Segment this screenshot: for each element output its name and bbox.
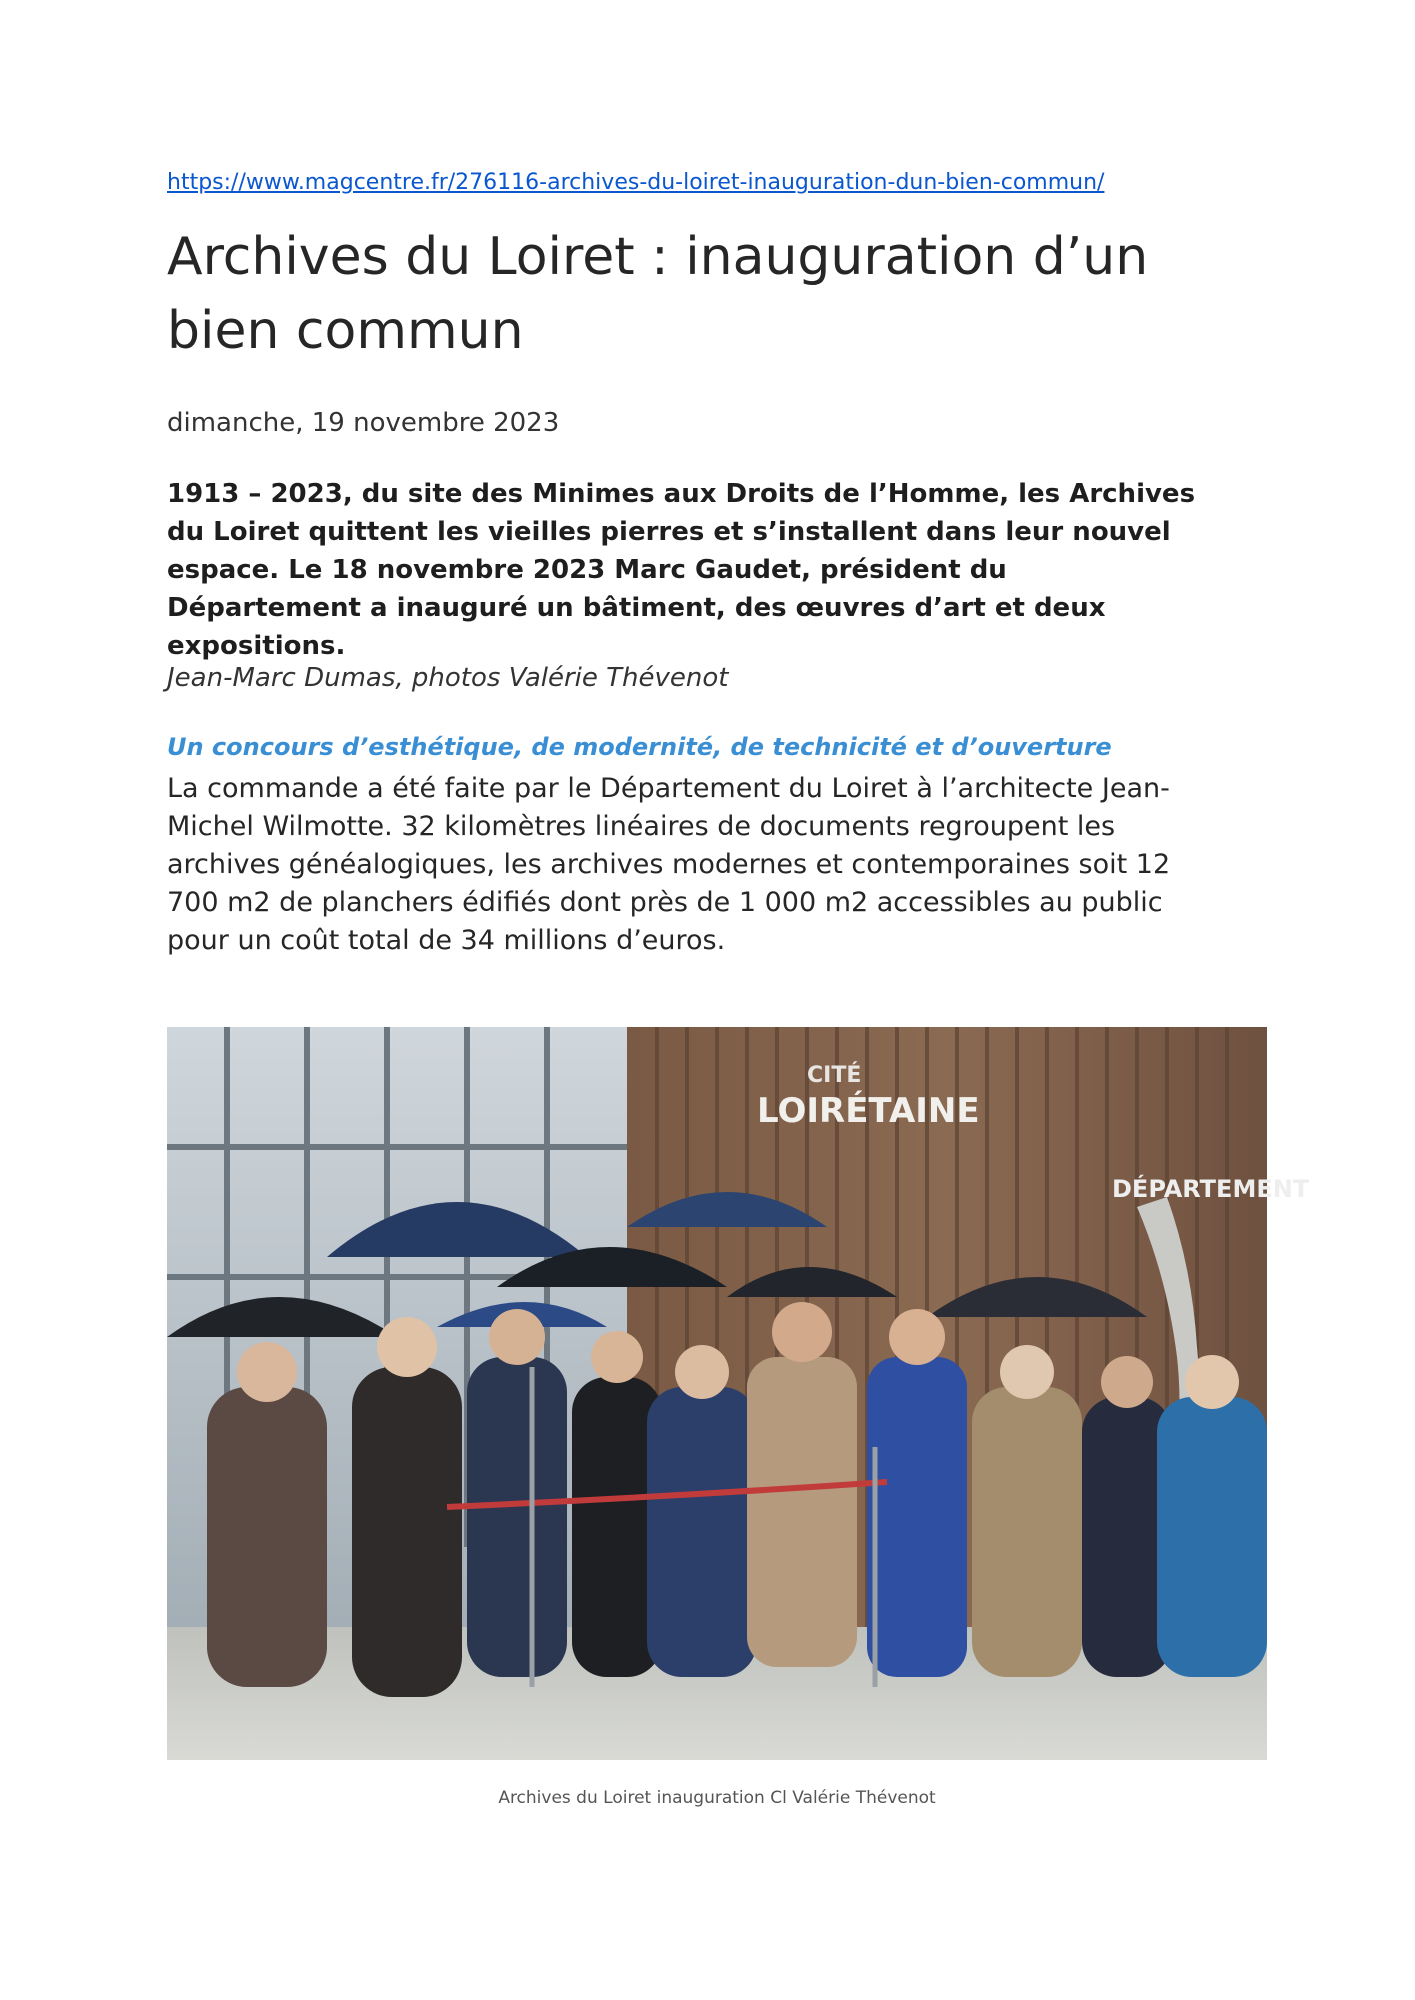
article-lead: 1913 – 2023, du site des Minimes aux Droits de l’Homme, les Archives du Loiret quittent les vieilles pierres et s’installent dans leur nouvel espace. Le 18 novembre 2023 Marc Gaudet, président du Département a inauguré un bâtiment, des œuvres d’art et deux expositions. — [167, 479, 1196, 661]
article-date: dimanche, 19 novembre 2023 — [167, 408, 560, 438]
article-url-link[interactable]: https://www.magcentre.fr/276116-archives-du-loiret-inauguration-dun-bien-commun/ — [167, 170, 1105, 195]
svg-text:CITÉ: CITÉ — [807, 1063, 862, 1088]
svg-text:DÉPARTEMENT: DÉPARTEMENT — [1112, 1175, 1310, 1203]
section-subheading: Un concours d’esthétique, de modernité, de technicité et d’ouverture — [167, 733, 1112, 761]
svg-text:LOIRÉTAINE: LOIRÉTAINE — [757, 1091, 980, 1131]
photo-caption: Archives du Loiret inauguration Cl Valérie Thévenot — [498, 1788, 936, 1808]
article-title: Archives du Loiret : inauguration d’un bien commun — [167, 227, 1149, 361]
article-body-paragraph: La commande a été faite par le Département du Loiret à l’architecte Jean-Michel Wilmotte. 32 kilomètres linéaires de documents regroupent les archives généalogiques, les archives modernes et contemporaines soit 12 700 m2 de planchers édifiés dont près de 1 000 m2 accessibles au public pour un coût total de 34 millions d’euros. — [167, 773, 1171, 956]
inauguration-photo — [167, 1027, 1310, 1760]
article-byline: Jean-Marc Dumas, photos Valérie Thévenot — [167, 663, 729, 693]
